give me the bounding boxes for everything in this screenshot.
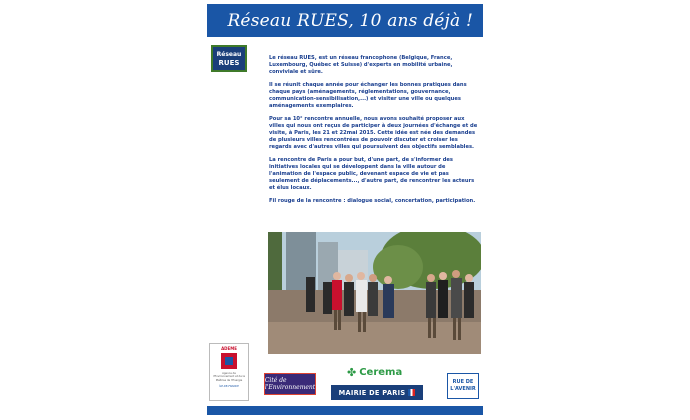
logo-line-2: RUES <box>218 58 240 67</box>
cite-name: Cité de l'Environnement <box>264 377 316 391</box>
cerema-logo <box>347 365 402 379</box>
banner-title: Réseau RUES, 10 ans déjà ! <box>227 10 473 31</box>
street-photo-illustration <box>268 232 481 354</box>
reseau-rues-logo <box>211 45 247 72</box>
rue-avenir-line-1: RUE DE <box>452 379 474 385</box>
cerema-icon: ✤ <box>347 365 357 379</box>
document-page <box>207 0 483 420</box>
paragraph-paris-meeting: La rencontre de Paris a pour but, d'une part, de s'informer des initiatives locales qui se développent dans la ville autour de l'animation de l'espace public, devenant espace de vie et pas seulement de déplacements..., d'autre part, de rencontrer les acteurs et élus locaux. <box>269 157 475 191</box>
ademe-region: ÎLE-DE-FRANCE <box>219 385 239 389</box>
paris-flag-icon <box>408 389 415 396</box>
body-text <box>269 55 479 211</box>
ademe-logo <box>209 343 249 401</box>
rue-de-l-avenir-logo <box>447 373 479 399</box>
paragraph-meetings: Il se réunit chaque année pour échanger les bonnes pratiques dans chaque pays (aménagements, réglementations, gouvernance, communication-sensibilisation,...) et visiter une ville ou quelques aménagements exemplaires. <box>269 82 467 109</box>
rue-avenir-line-2: L'AVENIR <box>450 386 476 392</box>
group-photo <box>268 232 481 354</box>
ademe-subtitle: Agence de l'Environnement et de la Maîtrise de l'Energie <box>213 372 245 382</box>
cerema-name: Cerema <box>359 366 403 378</box>
title-banner <box>207 4 483 37</box>
logo-line-1: Réseau <box>216 50 242 58</box>
paragraph-guiding-theme: Fil rouge de la rencontre : dialogue social, concertation, participation. <box>269 198 476 204</box>
footer-bar <box>207 406 483 415</box>
partner-logos <box>207 340 483 410</box>
paragraph-intro: Le réseau RUES, est un réseau francophone (Belgique, France, Luxembourg, Québec et Suisse) d'experts en mobilité urbaine, conviviale et sûre. <box>269 55 453 75</box>
paragraph-tenth-meeting: Pour sa 10° rencontre annuelle, nous avons souhaité proposer aux villes qui nous ont reçus de participer à deux journées d'échange et de visite, à Paris, les 21 et 22mai 2015. Cette idée est née des demandes de plusieurs villes rencontrées de pouvoir discuter et croiser les regards avec d'autres villes qui poursuivent des objectifs semblables. <box>269 116 478 150</box>
ademe-name: ADEME <box>221 346 237 351</box>
ademe-mark-icon <box>221 353 237 369</box>
mairie-de-paris-logo <box>331 385 423 400</box>
cite-logo <box>264 373 316 395</box>
mairie-name: MAIRIE DE PARIS <box>338 388 406 397</box>
